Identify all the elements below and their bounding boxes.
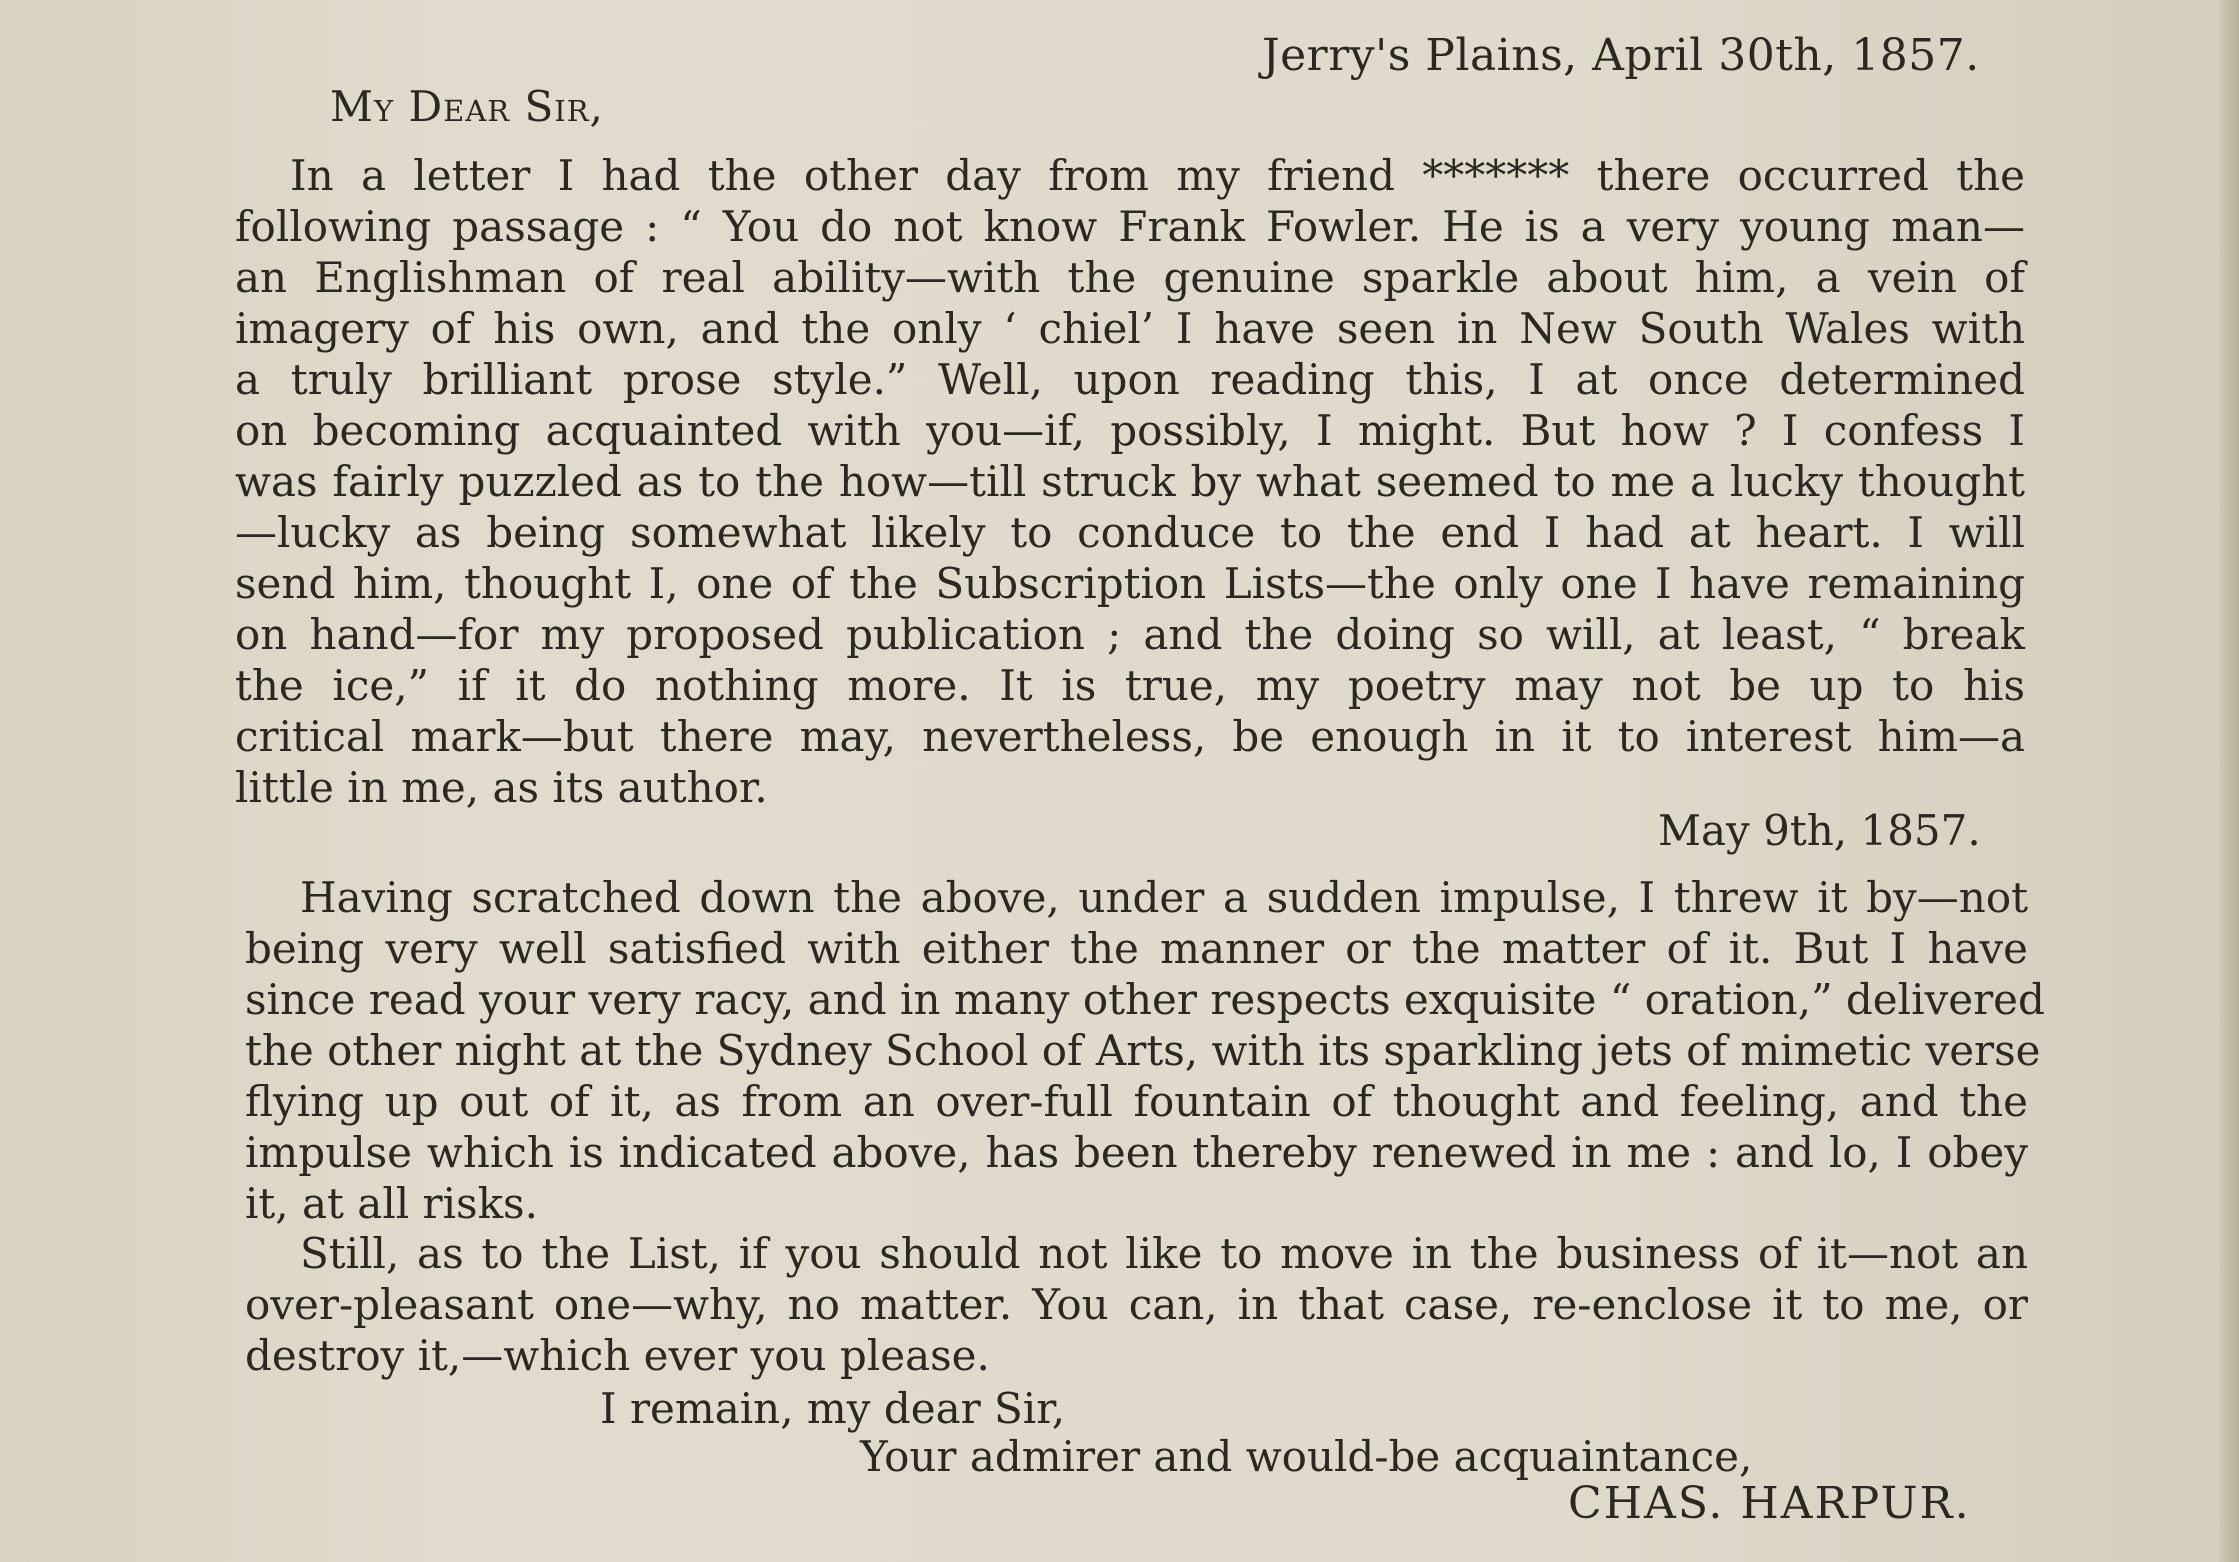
text-line: Still, as to the List, if you should not like to move in the business of it—not an xyxy=(300,1229,2028,1278)
closing-line-1: I remain, my dear Sir, xyxy=(600,1384,1066,1433)
text-line: impulse which is indicated above, has been thereby renewed in me : and lo, I obey xyxy=(245,1128,2028,1177)
text-line: being very well satisfied with either the manner or the matter of it. But I have xyxy=(245,924,2028,973)
text-line: flying up out of it, as from an over-full fountain of thought and feeling, and the xyxy=(245,1077,2028,1126)
text-line: the ice,” if it do nothing more. It is true, my poetry may not be up to his xyxy=(235,661,2025,710)
text-line: little in me, as its author. xyxy=(235,763,768,812)
paragraph-3 xyxy=(245,1228,2028,1381)
text-line: an Englishman of real ability—with the genuine sparkle about him, a vein of xyxy=(235,253,2025,302)
text-line: following passage : “ You do not know Frank Fowler. He is a very young man— xyxy=(235,202,2025,251)
text-line: destroy it,—which ever you please. xyxy=(245,1331,990,1380)
closing-line-2: Your admirer and would-be acquaintance, xyxy=(860,1432,1753,1481)
text-line: —lucky as being somewhat likely to conduce to the end I had at heart. I will xyxy=(235,508,2025,557)
letter-date-header: Jerry's Plains, April 30th, 1857. xyxy=(1262,30,1980,81)
text-line: since read your very racy, and in many other respects exquisite “ oration,” delivered xyxy=(245,975,2045,1024)
text-line: on hand—for my proposed publication ; and the doing so will, at least, “ break xyxy=(235,610,2025,659)
salutation: My Dear Sir, xyxy=(330,82,604,131)
signature: CHAS. HARPUR. xyxy=(1568,1478,1971,1529)
text-line: critical mark—but there may, nevertheless, be enough in it to interest him—a xyxy=(235,712,2025,761)
paragraph-2 xyxy=(245,872,2045,1229)
text-line: In a letter I had the other day from my friend ******* there occurred the xyxy=(290,151,2025,200)
second-date: May 9th, 1857. xyxy=(1658,806,1981,855)
text-line: over-pleasant one—why, no matter. You can, in that case, re-enclose it to me, or xyxy=(245,1280,2028,1329)
text-line: a truly brilliant prose style.” Well, upon reading this, I at once determined xyxy=(235,355,2025,404)
page-gutter xyxy=(2219,0,2239,1562)
paragraph-1 xyxy=(235,150,2025,813)
text-line: on becoming acquainted with you—if, possibly, I might. But how ? I confess I xyxy=(235,406,2025,455)
text-line: was fairly puzzled as to the how—till struck by what seemed to me a lucky thought xyxy=(235,457,2025,506)
text-line: Having scratched down the above, under a sudden impulse, I threw it by—not xyxy=(300,873,2028,922)
text-line: send him, thought I, one of the Subscription Lists—the only one I have remaining xyxy=(235,559,2025,608)
text-line: it, at all risks. xyxy=(245,1179,538,1228)
text-line: imagery of his own, and the only ‘ chiel’ I have seen in New South Wales with xyxy=(235,304,2025,353)
text-line: the other night at the Sydney School of Arts, with its sparkling jets of mimetic verse xyxy=(245,1026,2041,1075)
